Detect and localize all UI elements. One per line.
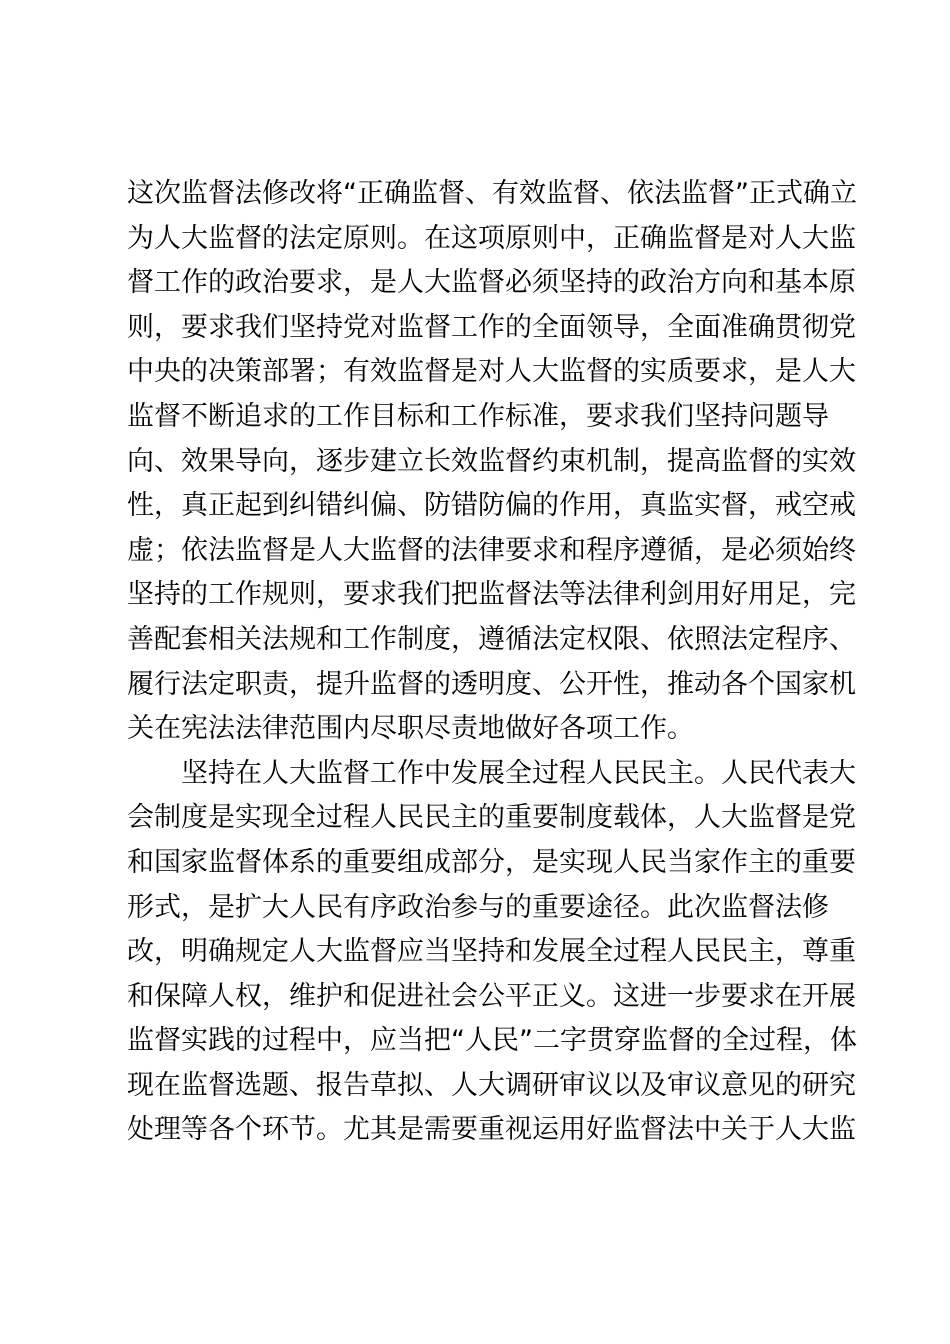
text-line: 履行法定职责，提升监督的透明度、公开性，推动各个国家机	[127, 668, 856, 700]
text-line: 和保障人权，维护和促进社会公平正义。这进一步要求在开展	[127, 980, 856, 1012]
body-text	[127, 172, 857, 1153]
text-line: 性，真正起到纠错纠偏、防错防偏的作用，真监实督，戒空戒	[127, 490, 856, 522]
text-line: 现在监督选题、报告草拟、人大调研审议以及审议意见的研究	[127, 1069, 856, 1101]
text-line: 形式，是扩大人民有序政治参与的重要途径。此次监督法修	[127, 891, 829, 923]
text-line: 督工作的政治要求，是人大监督必须坚持的政治方向和基本原	[127, 267, 856, 299]
text-line: 则，要求我们坚持党对监督工作的全面领导，全面准确贯彻党	[127, 311, 856, 343]
text-line: 改，明确规定人大监督应当坚持和发展全过程人民民主，尊重	[127, 936, 856, 968]
text-line: 善配套相关法规和工作制度，遵循法定权限、依照法定程序、	[127, 623, 856, 655]
text-line: 为人大监督的法定原则。在这项原则中，正确监督是对人大监	[127, 222, 856, 254]
text-line: 会制度是实现全过程人民民主的重要制度载体，人大监督是党	[127, 802, 856, 834]
text-line: 处理等各个环节。尤其是需要重视运用好监督法中关于人大监	[127, 1114, 856, 1146]
text-line: 这次监督法修改将“正确监督、有效监督、依法监督”正式确立	[127, 178, 857, 209]
text-line: 坚持的工作规则，要求我们把监督法等法律利剑用好用足，完	[127, 579, 856, 611]
text-line: 和国家监督体系的重要组成部分，是实现人民当家作主的重要	[127, 846, 856, 878]
text-line: 监督不断追求的工作目标和工作标准，要求我们坚持问题导	[127, 400, 829, 432]
text-line: 虚；依法监督是人大监督的法律要求和程序遵循，是必须始终	[127, 534, 856, 566]
text-line: 关在宪法法律范围内尽职尽责地做好各项工作。	[127, 713, 694, 745]
paragraph-start-line: 坚持在人大监督工作中发展全过程人民民主。人民代表大	[181, 757, 856, 789]
text-line: 向、效果导向，逐步建立长效监督约束机制，提高监督的实效	[127, 445, 856, 477]
text-line: 中央的决策部署；有效监督是对人大监督的实质要求，是人大	[127, 356, 856, 388]
text-line: 监督实践的过程中，应当把“人民”二字贯穿监督的全过程，体	[127, 1025, 857, 1057]
